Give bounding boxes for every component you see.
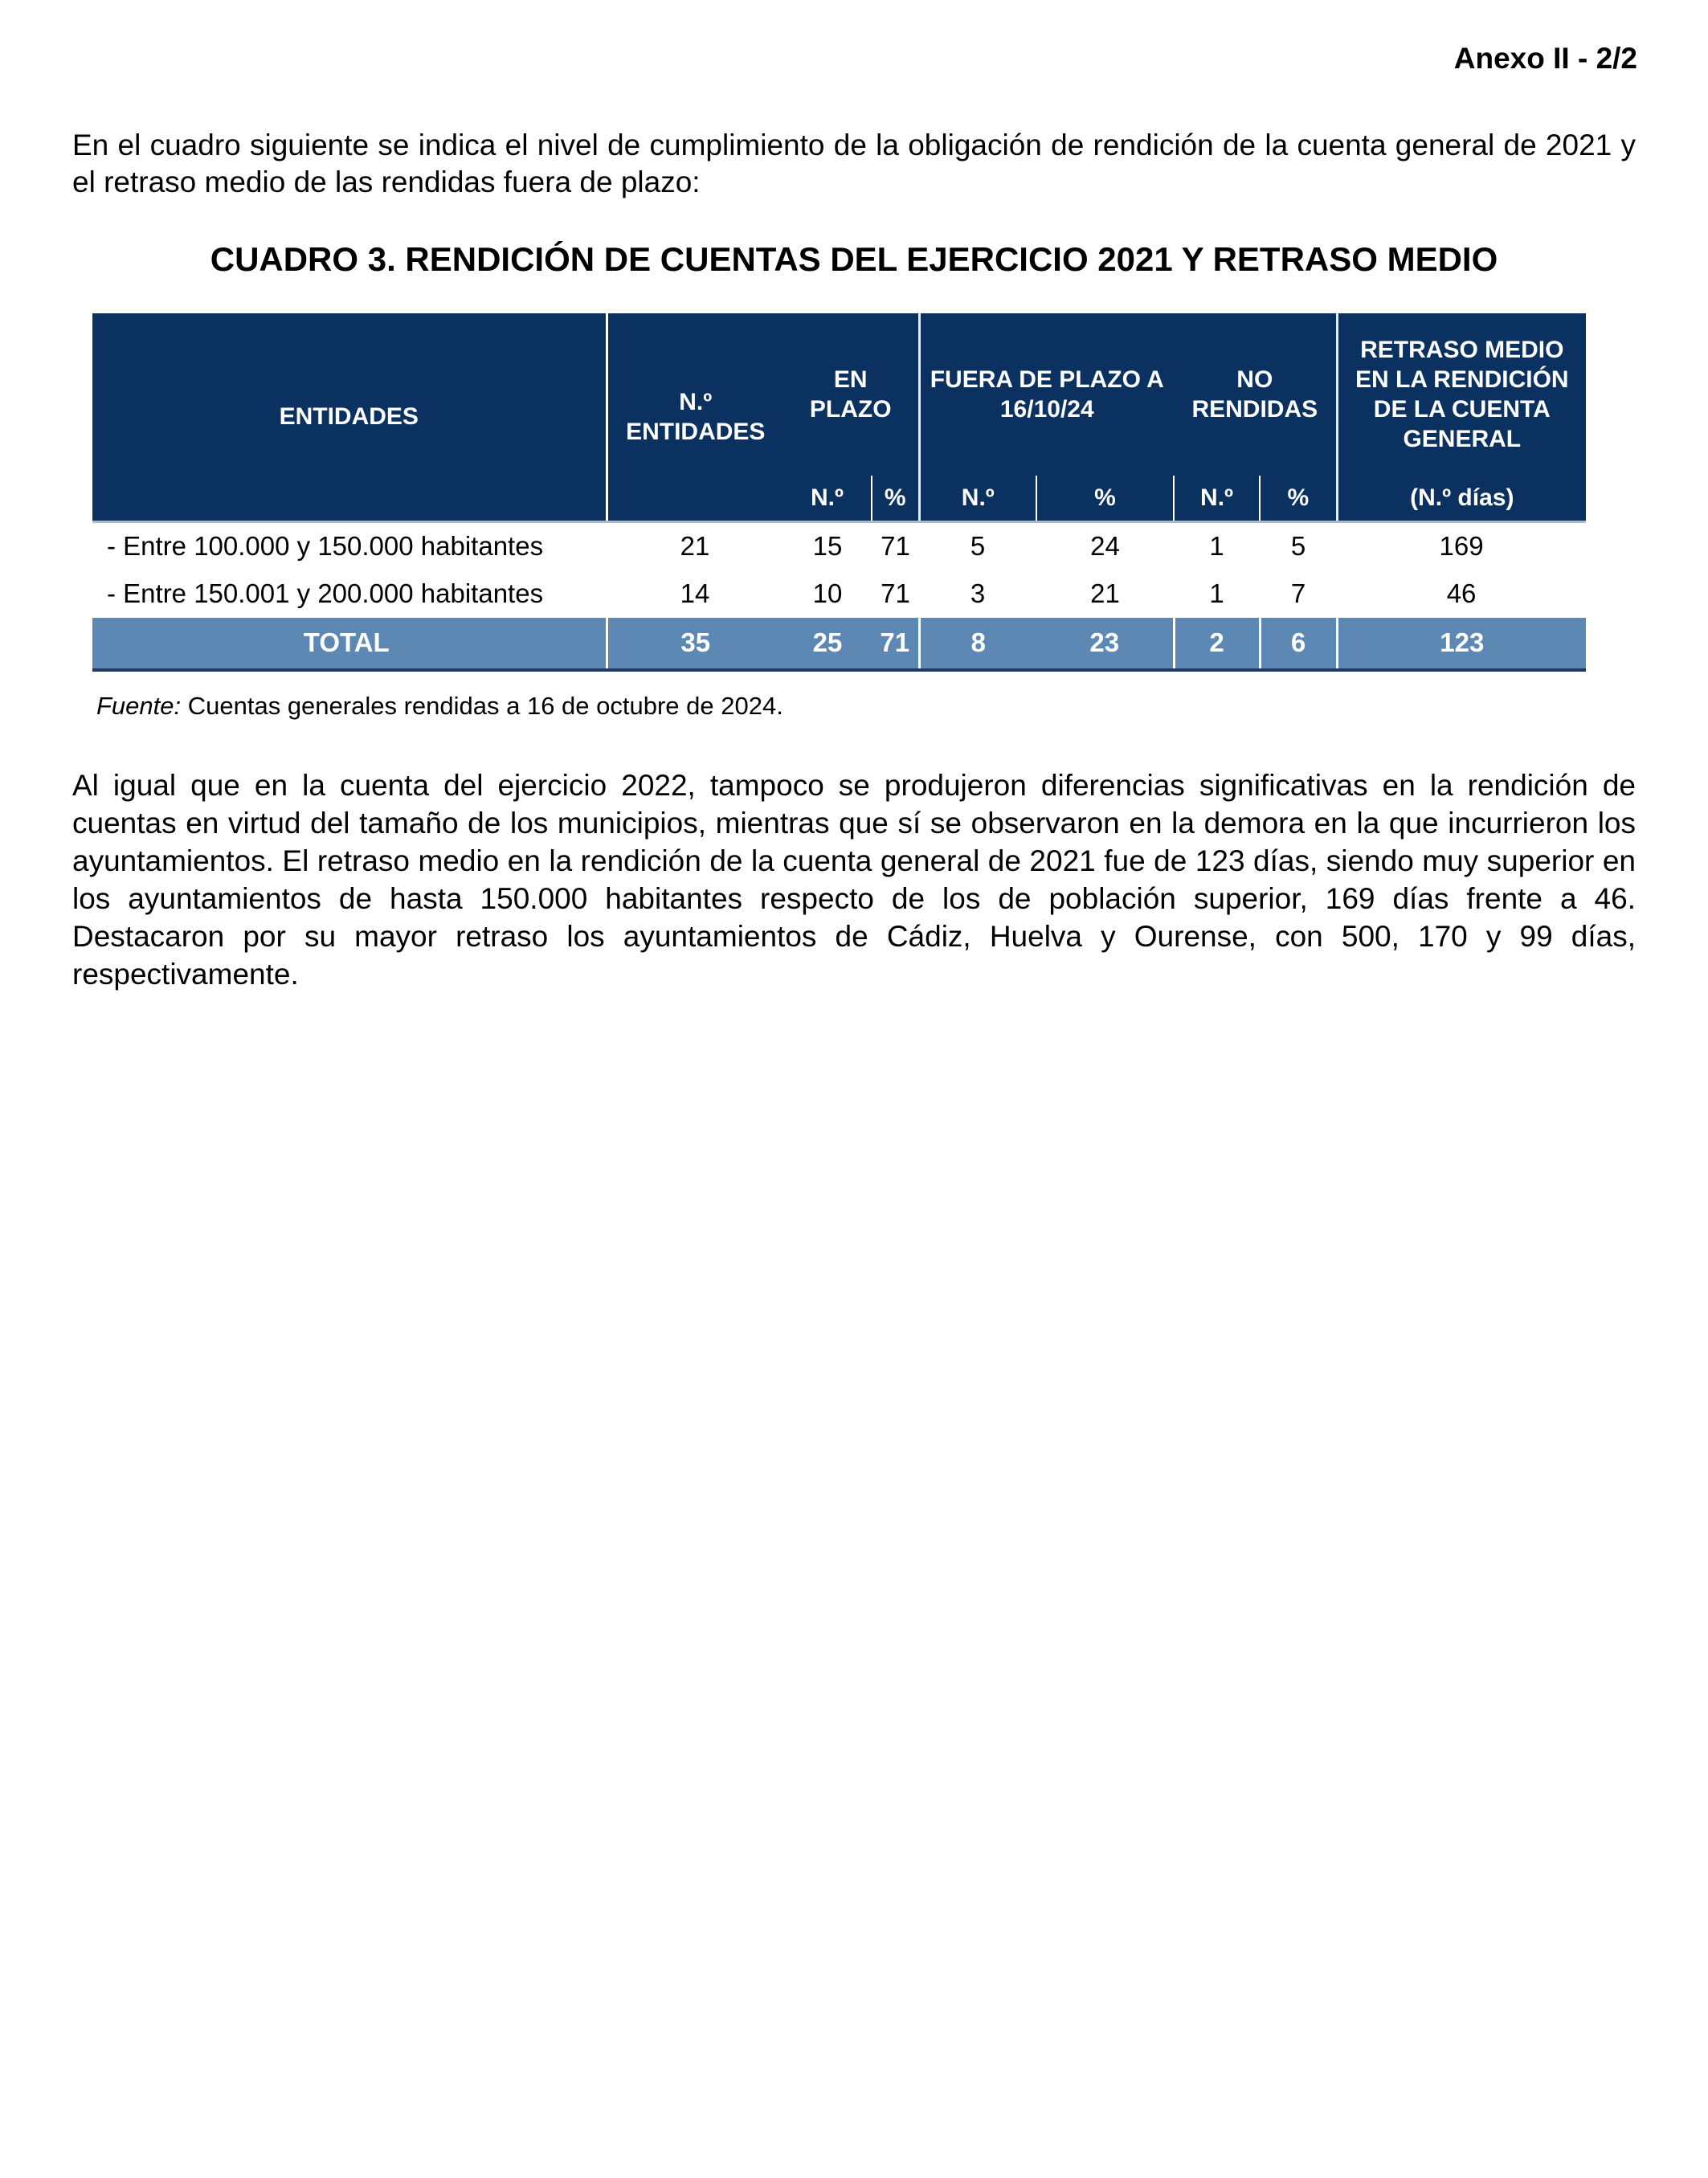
- total-retraso: 123: [1337, 618, 1586, 670]
- total-label: TOTAL: [92, 618, 607, 670]
- total-no-pct: 6: [1260, 618, 1337, 670]
- header-retraso-unit: (N.º días): [1337, 476, 1586, 521]
- header-num-entidades: N.º ENTIDADES: [607, 313, 783, 521]
- table-title: CUADRO 3. RENDICIÓN DE CUENTAS DEL EJERCICIO 2021 Y RETRASO MEDIO: [210, 240, 1498, 278]
- header-fuera-de-plazo: FUERA DE PLAZO A 16/10/24: [919, 313, 1174, 476]
- source-text: Cuentas generales rendidas a 16 de octubre de 2024.: [181, 691, 783, 720]
- total-no-num: 2: [1174, 618, 1260, 670]
- body-paragraph: Al igual que en la cuenta del ejercicio 2022, tampoco se produjeron diferencias significativas en la rendición de cuentas en virtud del tamaño de los municipios, mientras que sí se observaron en la demora en la que incurrieron los ayuntamientos. El retraso medio en la rendición de la cuenta general de 2021 fue de 123 días, siendo muy superior en los ayuntamientos de hasta 150.000 habitantes respecto de los de población superior, 169 días frente a 46. Destacaron por su mayor retraso los ayuntamientos de Cádiz, Huelva y Ourense, con 500, 170 y 99 días, respectivamente.: [72, 768, 1636, 991]
- cell-en-plazo-num: 15: [783, 521, 872, 570]
- table-container: [92, 313, 1708, 672]
- cell-fuera-pct: 21: [1036, 570, 1174, 618]
- table-row: [92, 521, 1586, 570]
- source-label: Fuente:: [96, 691, 182, 720]
- total-num-entidades: 35: [607, 618, 783, 670]
- cell-no-pct: 5: [1260, 521, 1337, 570]
- cell-retraso: 169: [1337, 521, 1586, 570]
- total-en-plazo-pct: 71: [872, 618, 919, 670]
- row-label: - Entre 100.000 y 150.000 habitantes: [92, 521, 607, 570]
- subheader-en-plazo-pct: %: [872, 476, 919, 521]
- cell-no-num: 1: [1174, 570, 1260, 618]
- header-en-plazo: EN PLAZO: [783, 313, 919, 476]
- total-en-plazo-num: 25: [783, 618, 872, 670]
- header-retraso-medio: RETRASO MEDIO EN LA RENDICIÓN DE LA CUENTA GENERAL: [1337, 313, 1586, 476]
- annex-label: Anexo II - 2/2: [1453, 42, 1637, 75]
- source-note: [96, 691, 1708, 721]
- cell-en-plazo-pct: 71: [872, 521, 919, 570]
- cell-retraso: 46: [1337, 570, 1586, 618]
- cell-fuera-num: 3: [919, 570, 1036, 618]
- intro-paragraph: En el cuadro siguiente se indica el nivel de cumplimiento de la obligación de rendición de la cuenta general de 2021 y el retraso medio de las rendidas fuera de plazo:: [72, 129, 1636, 198]
- subheader-fuera-num: N.º: [919, 476, 1036, 521]
- total-fuera-pct: 23: [1036, 618, 1174, 670]
- cell-en-plazo-num: 10: [783, 570, 872, 618]
- cell-fuera-pct: 24: [1036, 521, 1174, 570]
- subheader-no-num: N.º: [1174, 476, 1260, 521]
- cell-no-num: 1: [1174, 521, 1260, 570]
- subheader-en-plazo-num: N.º: [783, 476, 872, 521]
- cell-no-pct: 7: [1260, 570, 1337, 618]
- header-entidades: ENTIDADES: [92, 313, 607, 521]
- cell-num-entidades: 14: [607, 570, 783, 618]
- row-label: - Entre 150.001 y 200.000 habitantes: [92, 570, 607, 618]
- subheader-no-pct: %: [1260, 476, 1337, 521]
- header-no-rendidas: NO RENDIDAS: [1174, 313, 1337, 476]
- subheader-fuera-pct: %: [1036, 476, 1174, 521]
- total-row: [92, 618, 1586, 670]
- total-fuera-num: 8: [919, 618, 1036, 670]
- cell-fuera-num: 5: [919, 521, 1036, 570]
- cell-num-entidades: 21: [607, 521, 783, 570]
- cell-en-plazo-pct: 71: [872, 570, 919, 618]
- results-table: [92, 313, 1586, 672]
- table-row: [92, 570, 1586, 618]
